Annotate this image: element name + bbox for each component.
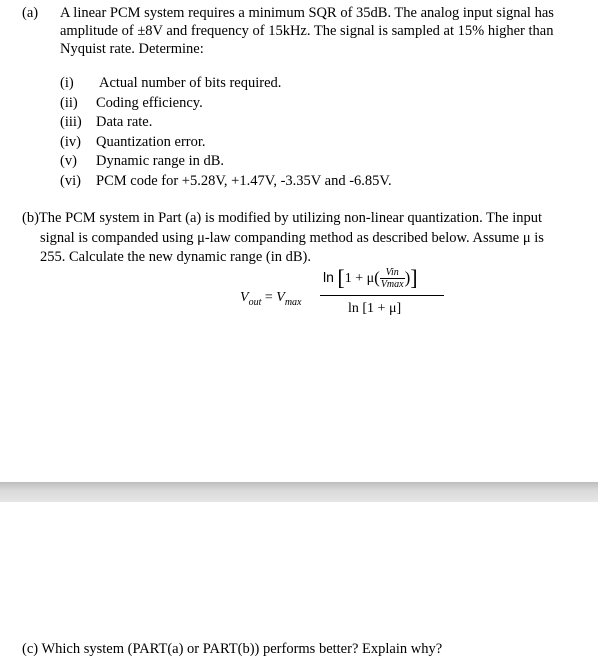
part-a-line-3: Nyquist rate. Determine: xyxy=(60,41,204,57)
item-i-text: Actual number of bits required. xyxy=(99,75,282,91)
item-vi-num: (vi) xyxy=(60,173,81,189)
item-iii-num: (iii) xyxy=(60,114,82,130)
formula-numerator: ln [1 + μ( $\frac{\text{Vin}}{Vmax}$ )] xyxy=(323,265,418,291)
formula-lhs: $V_{out} = V_{max}$ xyxy=(240,290,302,308)
formula-denominator: ln [1 + μ] xyxy=(348,301,402,316)
page-part-c xyxy=(0,502,598,672)
part-b-line-2: signal is companded using μ-law companding method as described below. Assume μ is xyxy=(40,230,544,246)
item-i-num: (i) xyxy=(60,75,74,91)
item-iv-num: (iv) xyxy=(60,134,81,150)
page-separator xyxy=(0,482,598,502)
item-vi-text: PCM code for +5.28V, +1.47V, -3.35V and -6.85V. xyxy=(96,173,392,189)
item-iii-text: Data rate. xyxy=(96,114,153,130)
part-b-line-3: 255. Calculate the new dynamic range (in dB). xyxy=(40,249,311,265)
fraction-bar xyxy=(320,295,444,296)
mu-law-formula xyxy=(240,265,460,325)
item-v-text: Dynamic range in dB. xyxy=(96,153,225,169)
item-ii-num: (ii) xyxy=(60,95,78,111)
part-c-question: (c) Which system (PART(a) or PART(b)) performs better? Explain why? xyxy=(22,641,443,657)
part-a-line-1: A linear PCM system requires a minimum SQR of 35dB. The analog input signal has xyxy=(60,5,554,21)
part-b-line-1: (b)The PCM system in Part (a) is modified by utilizing non-linear quantization. The input xyxy=(22,210,543,226)
part-a-line-2: amplitude of ±8V and frequency of 15kHz. The signal is sampled at 15% higher than xyxy=(60,23,554,39)
part-a-label: (a) xyxy=(22,5,39,21)
item-ii-text: Coding efficiency. xyxy=(96,95,203,111)
item-v-num: (v) xyxy=(60,153,77,169)
item-iv-text: Quantization error. xyxy=(96,134,206,150)
